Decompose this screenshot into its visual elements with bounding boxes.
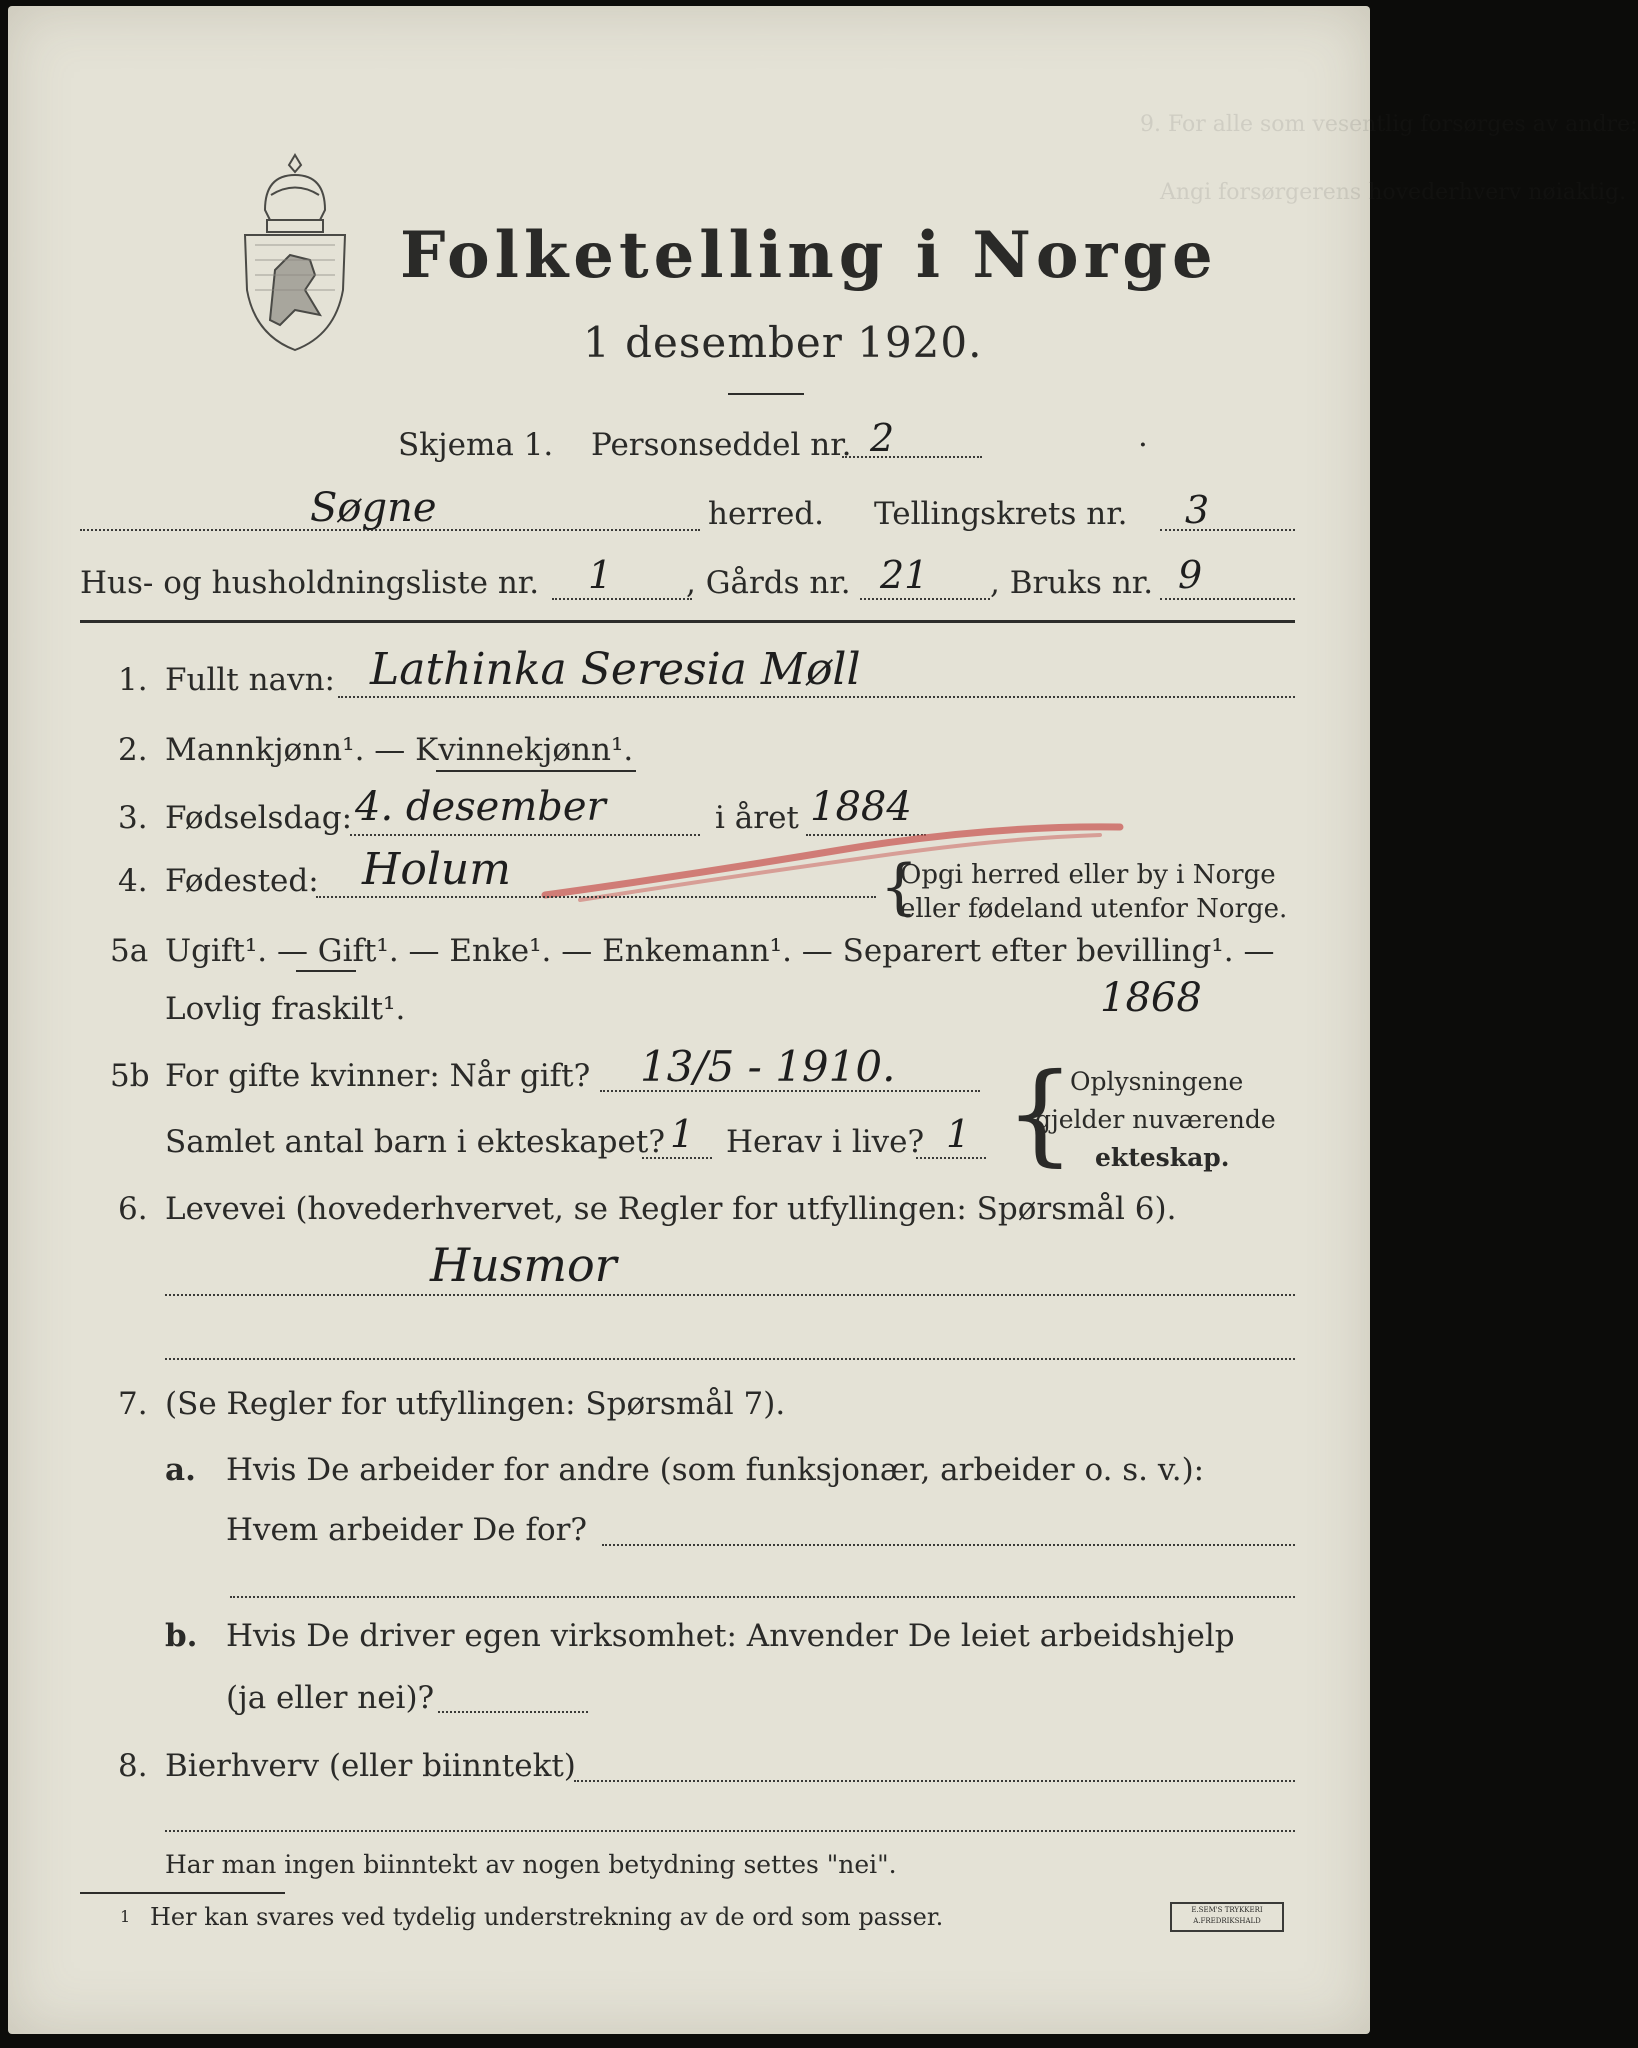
q7a-line-2 xyxy=(230,1596,1295,1598)
q5a-text: Ugift¹. — Gift¹. — Enke¹. — Enkemann¹. — Separert efter bevilling¹. — xyxy=(165,933,1275,969)
bleed-through-text: 9. For alle som vesentlig forsørges av andre: xyxy=(1140,112,1638,137)
footnote-marker: 1 xyxy=(120,1907,131,1926)
gards-line xyxy=(860,598,990,600)
q7-number: 7. xyxy=(118,1386,148,1422)
q5a-underline-gift xyxy=(296,970,356,972)
husliste-value: 1 xyxy=(588,553,613,597)
footnote-rule xyxy=(80,1892,285,1894)
q6-value: Husmor xyxy=(430,1238,617,1292)
q5b-note-2: gjelder nuværende xyxy=(1035,1105,1276,1134)
personseddel-line xyxy=(842,456,982,458)
herred-value: Søgne xyxy=(310,485,437,531)
husliste-label: Hus- og husholdningsliste nr. xyxy=(80,565,540,601)
bleed-through-text: Angi forsørgerens hovederhverv nøiaktig. xyxy=(1160,180,1627,205)
q5a-text-2: Lovlig fraskilt¹. xyxy=(165,991,406,1027)
gards-label: , Gårds nr. xyxy=(686,565,851,601)
q4-line xyxy=(316,896,876,898)
personseddel-value: 2 xyxy=(870,416,895,460)
q5b-value: 13/5 - 1910. xyxy=(640,1042,896,1091)
q1-value: Lathinka Seresia Møll xyxy=(370,644,861,695)
footnote-text: Her kan svares ved tydelig understrekning av de ord som passer. xyxy=(150,1903,944,1931)
q5b-alive-line xyxy=(916,1157,986,1159)
dot-mark: · xyxy=(1138,427,1148,463)
q8-note: Har man ingen biinntekt av nogen betydning settes "nei". xyxy=(165,1850,897,1879)
q3-year-label: i året xyxy=(715,800,799,836)
q5b-note-3: ekteskap. xyxy=(1095,1143,1230,1172)
q1-line xyxy=(338,696,1295,698)
q4-label: Fødested: xyxy=(165,863,319,899)
q5b-children-line xyxy=(642,1157,712,1159)
q5b-brace: { xyxy=(1005,1049,1075,1177)
q3-year-value: 1884 xyxy=(810,784,912,830)
q4-value: Holum xyxy=(362,844,511,895)
q1-label: Fullt navn: xyxy=(165,662,335,698)
q3-value: 4. desember xyxy=(355,784,606,830)
schema-label: Skjema 1. xyxy=(398,427,554,463)
printer-stamp-text: E.SEM'S TRYKKERI A.FREDRIKSHALD xyxy=(1191,1906,1263,1925)
q7a-text: Hvis De arbeider for andre (som funksjonær, arbeider o. s. v.): xyxy=(226,1452,1205,1488)
q8-line xyxy=(574,1780,1295,1782)
tellingskrets-line xyxy=(1160,529,1295,531)
q4-note-1: Opgi herred eller by i Norge xyxy=(900,860,1276,890)
q5a-annotation: 1868 xyxy=(1100,975,1202,1021)
q7b-number: b. xyxy=(165,1618,198,1654)
coat-of-arms-icon xyxy=(235,150,355,355)
q7a-line xyxy=(602,1544,1295,1546)
tellingskrets-value: 3 xyxy=(1185,488,1210,532)
q2-text: Mannkjønn¹. — Kvinnekjønn¹. xyxy=(165,732,634,768)
q5b-note-1: Oplysningene xyxy=(1070,1067,1244,1096)
q7a-number: a. xyxy=(165,1452,196,1488)
q3-label: Fødselsdag: xyxy=(165,800,353,836)
title-rule xyxy=(728,393,804,395)
q4-number: 4. xyxy=(118,863,148,899)
bruks-value: 9 xyxy=(1178,553,1203,597)
q8-number: 8. xyxy=(118,1748,148,1784)
q7b-line xyxy=(438,1711,588,1713)
q2-underline-kvinnekjonn xyxy=(436,770,636,772)
husliste-line xyxy=(552,598,692,600)
q8-text: Bierhverv (eller biinntekt) xyxy=(165,1748,576,1784)
form-title: Folketelling i Norge xyxy=(400,218,1218,293)
q4-brace: { xyxy=(880,852,919,922)
header-divider xyxy=(80,620,1295,623)
q6-line xyxy=(165,1294,1295,1296)
q3-number: 3. xyxy=(118,800,148,836)
q5b-alive-value: 1 xyxy=(946,1112,971,1156)
q7b-text: Hvis De driver egen virksomhet: Anvender De leiet arbeidshjelp xyxy=(226,1618,1235,1654)
bruks-line xyxy=(1160,598,1295,600)
q5b-children-label: Samlet antal barn i ekteskapet? xyxy=(165,1124,665,1160)
q5b-alive-label: Herav i live? xyxy=(726,1124,925,1160)
q1-number: 1. xyxy=(118,662,148,698)
q5b-children-value: 1 xyxy=(670,1112,695,1156)
q4-note-2: eller fødeland utenfor Norge. xyxy=(900,894,1288,924)
q5b-label: For gifte kvinner: Når gift? xyxy=(165,1058,591,1094)
tellingskrets-label: Tellingskrets nr. xyxy=(874,496,1128,532)
q6-text: Levevei (hovederhvervet, se Regler for utfyllingen: Spørsmål 6). xyxy=(165,1191,1177,1227)
q6-number: 6. xyxy=(118,1191,148,1227)
q5b-number: 5b xyxy=(110,1058,150,1094)
printer-stamp-icon xyxy=(1170,1902,1284,1932)
q7-text: (Se Regler for utfyllingen: Spørsmål 7). xyxy=(165,1386,786,1422)
form-date: 1 desember 1920. xyxy=(583,318,983,367)
q2-number: 2. xyxy=(118,732,148,768)
q7a-text-2: Hvem arbeider De for? xyxy=(226,1512,588,1548)
bruks-label: , Bruks nr. xyxy=(990,565,1154,601)
q5a-number: 5a xyxy=(110,933,149,969)
q7b-text-2: (ja eller nei)? xyxy=(226,1680,435,1716)
q8-line-2 xyxy=(165,1830,1295,1832)
herred-label: herred. xyxy=(708,496,824,532)
personseddel-label: Personseddel nr. xyxy=(591,427,852,463)
gards-value: 21 xyxy=(880,553,929,597)
q6-line-2 xyxy=(165,1358,1295,1360)
